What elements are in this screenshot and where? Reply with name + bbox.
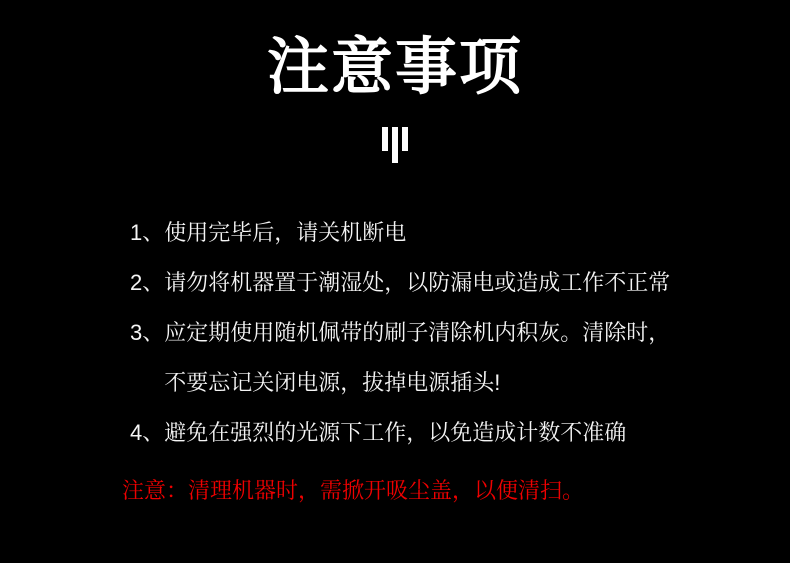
divider-bar-left: [382, 127, 388, 151]
item-number: 2、: [130, 270, 165, 295]
list-item: [130, 408, 750, 458]
divider-bar-middle: [392, 127, 398, 163]
item-line: 使用完毕后，请关机断电: [164, 220, 407, 245]
item-line: 避免在强烈的光源下工作，以免造成计数不准确: [164, 420, 627, 445]
triple-bar-icon: [382, 127, 408, 163]
item-text: [164, 408, 750, 458]
item-number: 4、: [130, 420, 165, 445]
warning-note: 注意：清理机器时，需掀开吸尘盖，以便清扫。: [122, 478, 585, 503]
item-number: 3、: [130, 320, 165, 345]
item-line: 请勿将机器置于潮湿处，以防漏电或造成工作不正常: [164, 270, 671, 295]
item-number: 1、: [130, 220, 165, 245]
item-text: [164, 208, 750, 258]
item-text: [164, 308, 750, 408]
page-title: 注意事项: [266, 33, 523, 102]
list-item: [130, 208, 750, 258]
precaution-list: [0, 208, 790, 458]
list-item: [130, 308, 750, 408]
list-item: [130, 258, 750, 308]
item-line-continuation: 不要忘记关闭电源，拔掉电源插头!: [164, 370, 501, 395]
divider-bar-right: [402, 127, 408, 151]
item-line: 应定期使用随机佩带的刷子清除机内积灰。清除时，: [164, 320, 671, 345]
item-text: [164, 258, 750, 308]
